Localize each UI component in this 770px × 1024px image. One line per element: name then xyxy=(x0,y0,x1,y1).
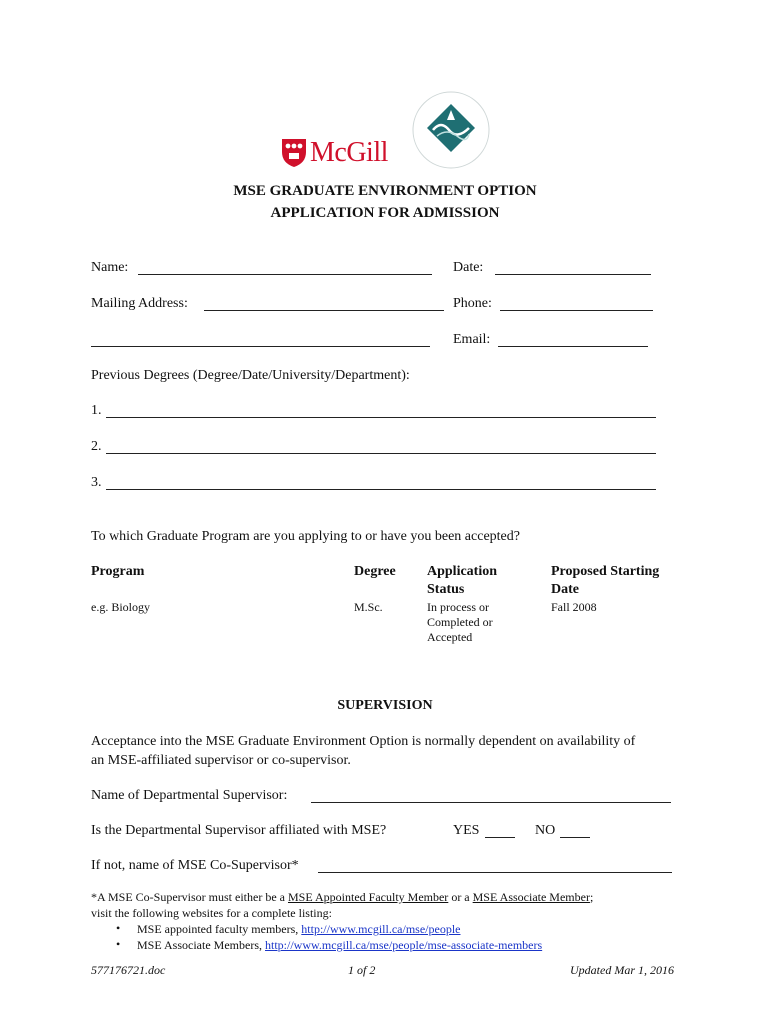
footnote-text-2: or a xyxy=(448,890,473,904)
mailing-address-label: Mailing Address: xyxy=(91,296,188,311)
bullet-icon: • xyxy=(116,921,121,935)
start-header-line1: Proposed Starting xyxy=(551,564,660,579)
bullet-icon: • xyxy=(116,937,121,951)
previous-degrees-label: Previous Degrees (Degree/Date/University/Department): xyxy=(91,368,410,383)
example-status-line2: Completed or xyxy=(427,615,493,629)
email-label: Email: xyxy=(453,332,491,347)
yes-field[interactable] xyxy=(485,825,515,838)
program-question: To which Graduate Program are you applying to or have you been accepted? xyxy=(91,529,520,544)
example-degree: M.Sc. xyxy=(354,600,383,614)
document-subtitle: APPLICATION FOR ADMISSION xyxy=(270,205,500,221)
date-label: Date: xyxy=(453,260,484,275)
yes-label: YES xyxy=(453,823,480,838)
supervision-paragraph-line1: Acceptance into the MSE Graduate Environment Option is normally dependent on availability of xyxy=(91,734,636,749)
mailing-address-field[interactable] xyxy=(204,298,444,311)
bullet-1-text: MSE appointed faculty members, xyxy=(137,922,302,936)
bullet-2 xyxy=(137,938,542,953)
mse-seal-logo xyxy=(411,90,491,175)
example-program: e.g. Biology xyxy=(91,600,150,614)
document-title: MSE GRADUATE ENVIRONMENT OPTION xyxy=(233,183,537,199)
cosupervisor-field[interactable] xyxy=(318,860,672,873)
degree-3-label: 3. xyxy=(91,475,102,490)
degree-2-label: 2. xyxy=(91,439,102,454)
footer-updated: Updated Mar 1, 2016 xyxy=(570,963,674,977)
footer-filename: 577176721.doc xyxy=(91,963,166,977)
footnote-text-3: ; xyxy=(589,890,594,904)
footnote-line1 xyxy=(91,890,593,905)
mse-people-link[interactable]: http://www.mcgill.ca/mse/people xyxy=(301,922,461,936)
name-field[interactable] xyxy=(138,262,432,275)
example-status-line3: Accepted xyxy=(427,630,473,644)
supervision-paragraph-line2: an MSE-affiliated supervisor or co-supervisor. xyxy=(91,753,351,768)
degree-header: Degree xyxy=(354,564,396,579)
footnote-text-1: *A MSE Co-Supervisor must either be a xyxy=(91,890,288,904)
degree-3-field[interactable] xyxy=(106,477,656,490)
affiliated-question: Is the Departmental Supervisor affiliated with MSE? xyxy=(91,823,387,838)
footnote-line2: visit the following websites for a complete listing: xyxy=(91,906,332,920)
dept-supervisor-field[interactable] xyxy=(311,790,671,803)
mse-seal-icon xyxy=(411,90,491,170)
status-header-line1: Application xyxy=(427,564,498,579)
program-header: Program xyxy=(91,564,145,579)
bullet-2-text: MSE Associate Members, xyxy=(137,938,265,952)
mcgill-logo xyxy=(280,136,308,173)
mcgill-shield-icon xyxy=(280,136,308,168)
status-header-line2: Status xyxy=(427,582,465,597)
associate-member-link[interactable]: MSE Associate Member xyxy=(472,890,590,904)
no-label: NO xyxy=(535,823,556,838)
no-field[interactable] xyxy=(560,825,590,838)
start-header-line2: Date xyxy=(551,582,579,597)
bullet-1 xyxy=(137,922,460,937)
appointed-faculty-link[interactable]: MSE Appointed Faculty Member xyxy=(287,890,449,904)
degree-2-field[interactable] xyxy=(106,441,656,454)
footer-page-number: 1 of 2 xyxy=(348,963,376,977)
mse-associate-members-link[interactable]: http://www.mcgill.ca/mse/people/mse-associate-members xyxy=(265,938,543,952)
example-status-line1: In process or xyxy=(427,600,489,614)
degree-1-field[interactable] xyxy=(106,405,656,418)
phone-label: Phone: xyxy=(453,296,492,311)
degree-1-label: 1. xyxy=(91,403,102,418)
example-start: Fall 2008 xyxy=(551,600,597,614)
dept-supervisor-label: Name of Departmental Supervisor: xyxy=(91,788,288,803)
name-label: Name: xyxy=(91,260,129,275)
phone-field[interactable] xyxy=(500,298,653,311)
mailing-address-field-line2[interactable] xyxy=(91,334,430,347)
cosupervisor-label: If not, name of MSE Co-Supervisor* xyxy=(91,858,299,873)
mcgill-wordmark: McGill xyxy=(310,137,388,168)
email-field[interactable] xyxy=(498,334,648,347)
supervision-heading: SUPERVISION xyxy=(337,698,433,713)
date-field[interactable] xyxy=(495,262,651,275)
